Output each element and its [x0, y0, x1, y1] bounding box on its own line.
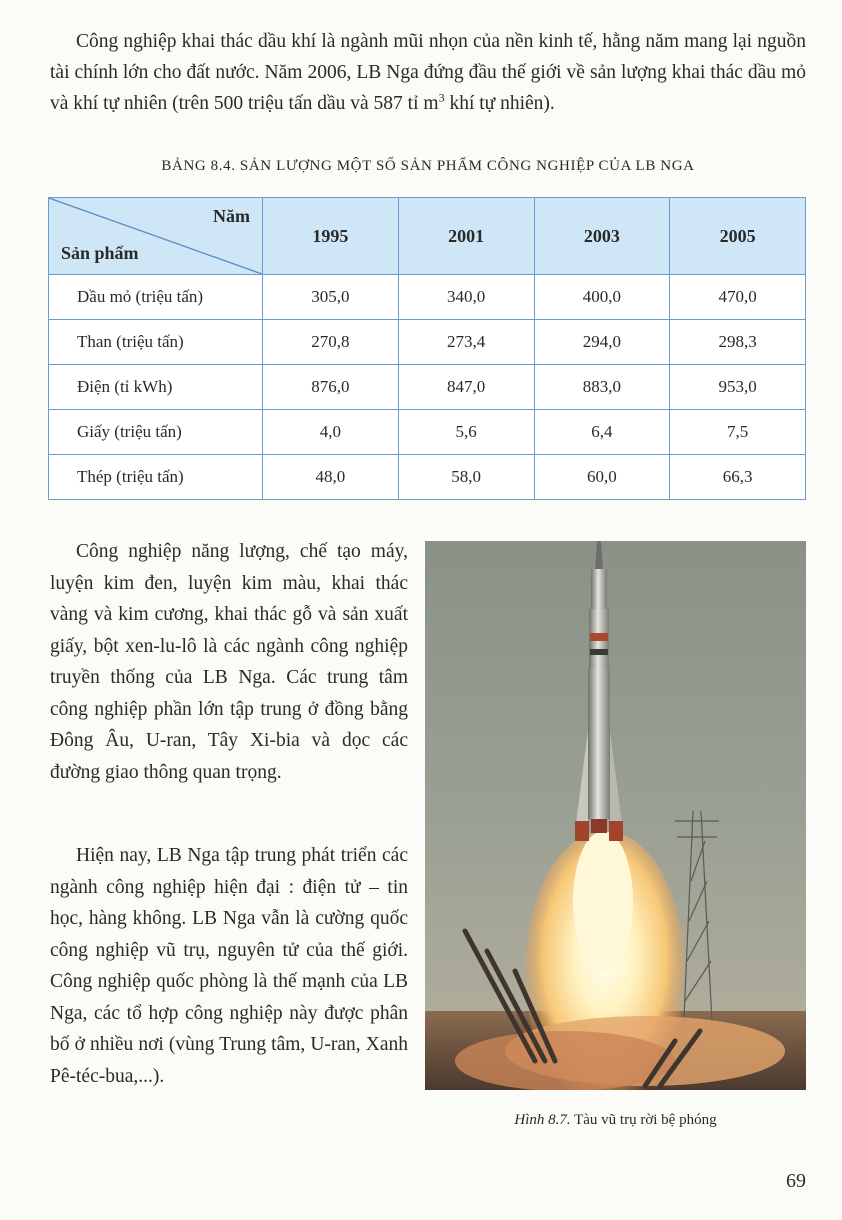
production-table — [48, 197, 806, 500]
table-header-row — [49, 198, 806, 275]
table-row — [49, 275, 806, 320]
intro-text-end: khí tự nhiên). — [444, 93, 555, 114]
corner-year-label: Năm — [213, 206, 250, 226]
table-cell: 470,0 — [670, 275, 806, 320]
product-name: Giấy (triệu tấn) — [49, 410, 263, 455]
body-paragraph: Hiện nay, LB Nga tập trung phát triển các ngành công nghiệp hiện đại : điện tử – tin học, hàng không. LB Nga vẫn là cường quốc công nghiệp vũ trụ, nguyên tử của thế giới. Công nghiệp quốc phòng là thế mạnh của LB Nga, các tổ hợp công nghiệp này được phân bố ở nhiều nơi (vùng Trung tâm, U-ran, Xanh Pê-téc-bua,...). — [50, 845, 408, 1087]
figure-caption-text: Tàu vũ trụ rời bệ phóng — [574, 1112, 717, 1128]
table-cell: 7,5 — [670, 410, 806, 455]
table-cell: 60,0 — [534, 455, 670, 500]
intro-text: Công nghiệp khai thác dầu khí là ngành mũi nhọn của nền kinh tế, hằng năm mang lại nguồn tài chính lớn cho đất nước. Năm 2006, LB Nga đứng đầu thế giới về sản lượng khai thác dầu mỏ và khí tự nhiên (trên 500 triệu tấn dầu và 587 tỉ m — [50, 31, 806, 114]
table-cell: 270,8 — [263, 320, 399, 365]
product-name: Điện (tỉ kWh) — [49, 365, 263, 410]
table-row — [49, 320, 806, 365]
table-cell: 58,0 — [398, 455, 534, 500]
rocket-launch-photo — [425, 541, 806, 1090]
table-cell: 4,0 — [263, 410, 399, 455]
table-cell: 298,3 — [670, 320, 806, 365]
table-row — [49, 410, 806, 455]
table-cell: 66,3 — [670, 455, 806, 500]
body-paragraph: Công nghiệp năng lượng, chế tạo máy, luyện kim đen, luyện kim màu, khai thác vàng và kim cương, khai thác gỗ và sản xuất giấy, bột xen-lu-lô là các ngành công nghiệp truyền thống của LB Nga. Các trung tâm công nghiệp phần lớn tập trung ở đồng bằng Đông Âu, U-ran, Tây Xi-bia và dọc các đường giao thông quan trọng. — [50, 541, 408, 783]
table-cell: 400,0 — [534, 275, 670, 320]
year-header: 2005 — [670, 198, 806, 275]
table-row — [49, 365, 806, 410]
table-caption: BẢNG 8.4. SẢN LƯỢNG MỘT SỐ SẢN PHẨM CÔNG NGHIỆP CỦA LB NGA — [161, 158, 695, 174]
superscript-3: 3 — [438, 90, 445, 105]
figure-label: Hình 8.7. — [514, 1112, 571, 1128]
rocket-launch-illustration — [425, 541, 806, 1090]
table-cell: 294,0 — [534, 320, 670, 365]
product-name: Thép (triệu tấn) — [49, 455, 263, 500]
table-cell: 5,6 — [398, 410, 534, 455]
intro-paragraph — [50, 26, 806, 119]
table-cell: 953,0 — [670, 365, 806, 410]
figure-caption — [425, 1112, 806, 1129]
table-cell: 273,4 — [398, 320, 534, 365]
table-cell: 876,0 — [263, 365, 399, 410]
table-cell: 340,0 — [398, 275, 534, 320]
table-cell: 847,0 — [398, 365, 534, 410]
product-name: Dầu mỏ (triệu tấn) — [49, 275, 263, 320]
page-number: 69 — [786, 1170, 806, 1192]
product-name: Than (triệu tấn) — [49, 320, 263, 365]
table-cell: 48,0 — [263, 455, 399, 500]
table-row — [49, 455, 806, 500]
year-header: 2001 — [398, 198, 534, 275]
year-header: 1995 — [263, 198, 399, 275]
table-cell: 305,0 — [263, 275, 399, 320]
corner-product-label: Sản phẩm — [61, 243, 139, 263]
table-cell: 6,4 — [534, 410, 670, 455]
year-header: 2003 — [534, 198, 670, 275]
corner-header-cell — [49, 198, 263, 275]
table-cell: 883,0 — [534, 365, 670, 410]
